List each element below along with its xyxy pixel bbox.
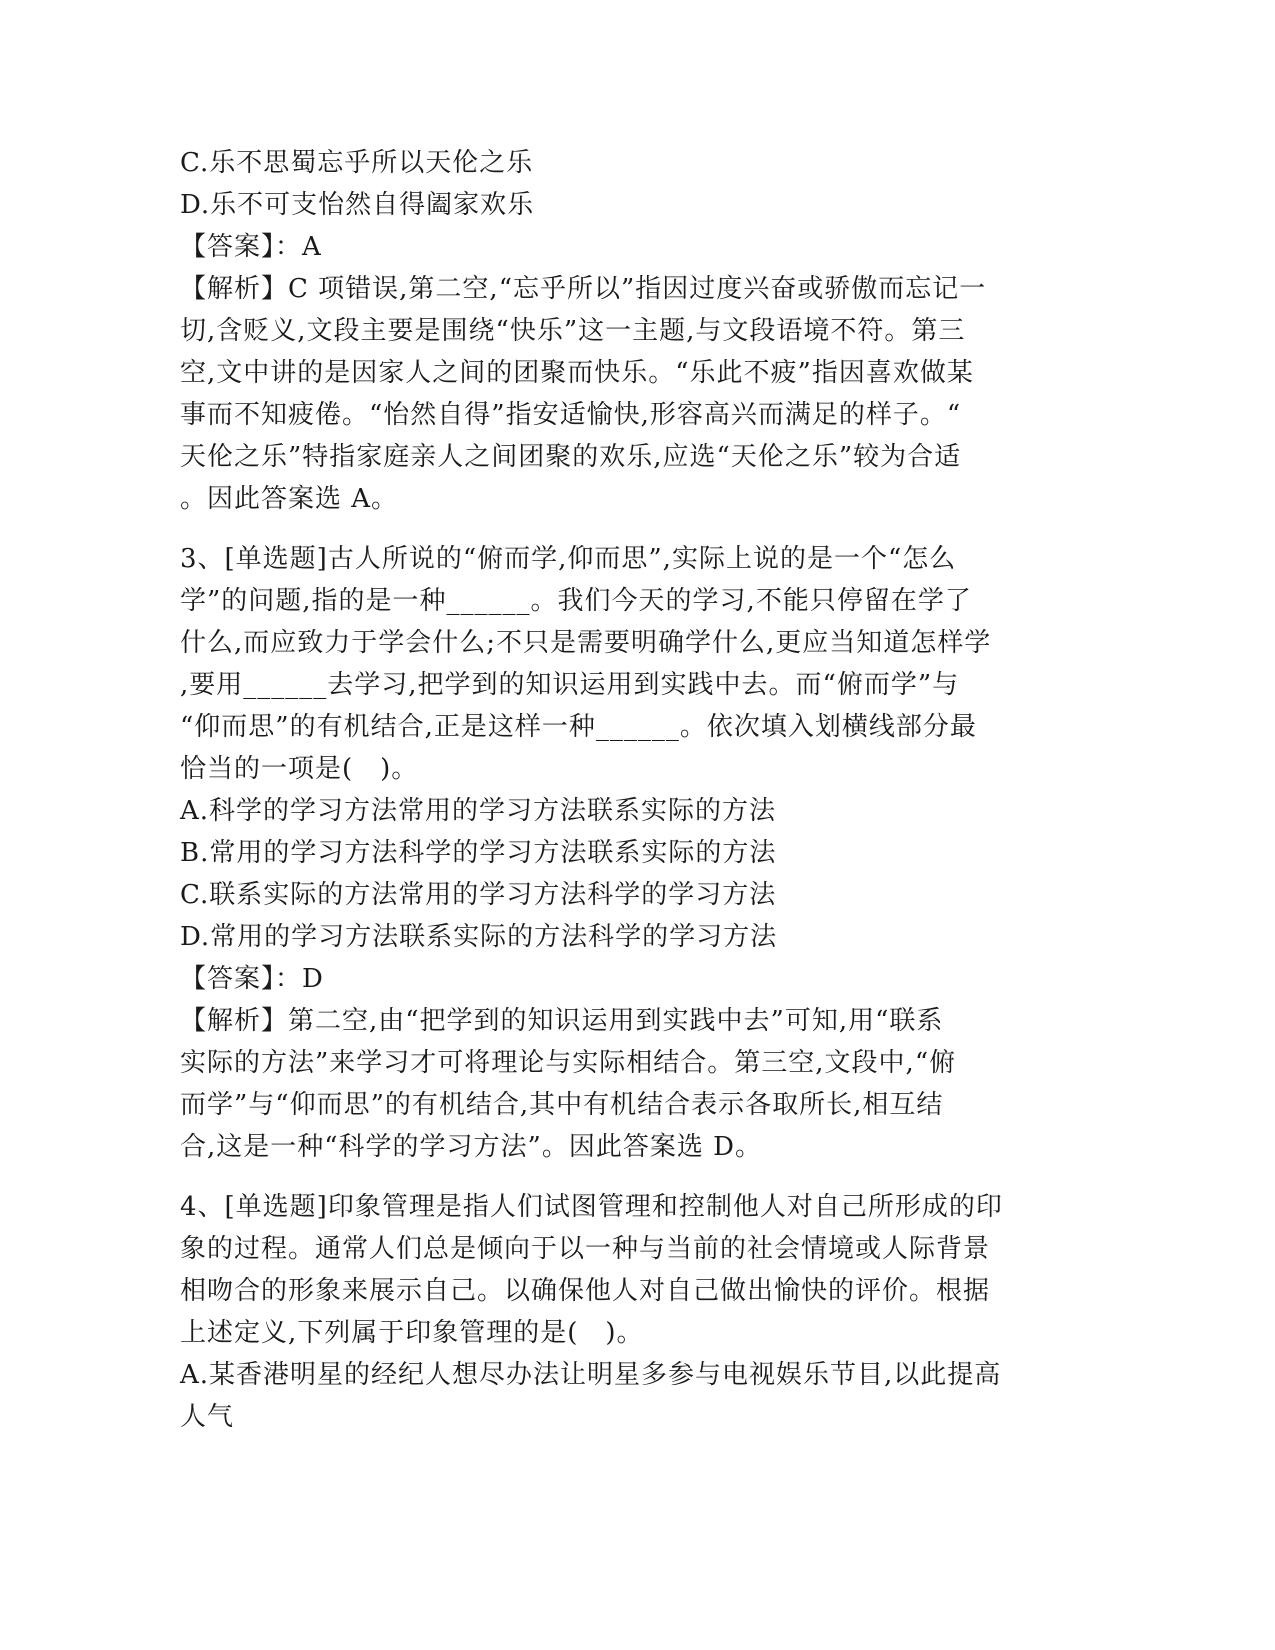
- q2-answer: 【答案】：A: [180, 232, 322, 262]
- q2-analysis: [180, 268, 1080, 520]
- q2-analysis-line: 切,含贬义,文段主要是围绕“快乐”这一主题,与文段语境不符。第三: [180, 316, 966, 346]
- q4-option-a-continued: 人气: [180, 1402, 235, 1432]
- q3-answer: 【答案】：D: [180, 964, 324, 994]
- q3-analysis-line: 合,这是一种“科学的学习方法”。因此答案选 D。: [180, 1132, 762, 1162]
- q4-stem-line: 上述定义,下列属于印象管理的是( )。: [180, 1318, 644, 1348]
- q3-stem-line: ,要用______去学习,把学到的知识运用到实践中去。而“俯而学”与: [180, 670, 960, 700]
- q3-analysis-line: 【解析】第二空,由“把学到的知识运用到实践中去”可知,用“联系: [180, 1006, 944, 1036]
- q3-stem-line: 3、[单选题]古人所说的“俯而学,仰而思”,实际上说的是一个“怎么: [180, 544, 957, 574]
- q4-stem: [180, 1186, 1080, 1354]
- q3-analysis: [180, 1000, 1080, 1168]
- q3-stem: [180, 538, 1080, 790]
- q2-analysis-line: 。因此答案选 A。: [180, 484, 399, 514]
- document-page: [180, 142, 1080, 1438]
- q3-stem-line: 学”的问题,指的是一种______。我们今天的学习,不能只停留在学了: [180, 586, 972, 616]
- q2-analysis-line: 事而不知疲倦。“怡然自得”指安适愉快,形容高兴而满足的样子。“: [180, 400, 962, 430]
- q3-analysis-line: 实际的方法”来学习才可将理论与实际相结合。第三空,文段中,“俯: [180, 1048, 957, 1078]
- q4-option-a: A.某香港明星的经纪人想尽办法让明星多参与电视娱乐节目,以此提高: [180, 1360, 1002, 1390]
- q4-stem-line: 4、[单选题]印象管理是指人们试图管理和控制他人对自己所形成的印: [180, 1192, 1003, 1222]
- q4-stem-line: 相吻合的形象来展示自己。以确保他人对自己做出愉快的评价。根据: [180, 1276, 991, 1306]
- q2-option-d: D.乐不可支怡然自得阖家欢乐: [180, 190, 535, 220]
- q2-analysis-line: 【解析】C 项错误,第二空,“忘乎所以”指因过度兴奋或骄傲而忘记一: [180, 274, 987, 304]
- q3-options: [180, 790, 1080, 958]
- q3-stem-line: 恰当的一项是( )。: [180, 754, 419, 784]
- q3-stem-line: 什么,而应致力于学会什么;不只是需要明确学什么,更应当知道怎样学: [180, 628, 992, 658]
- q2-analysis-line: 天伦之乐”特指家庭亲人之间团聚的欢乐,应选“天伦之乐”较为合适: [180, 442, 962, 472]
- q4-stem-line: 象的过程。通常人们总是倾向于以一种与当前的社会情境或人际背景: [180, 1234, 991, 1264]
- q4-options: [180, 1354, 1080, 1438]
- q3-option-c: C.联系实际的方法常用的学习方法科学的学习方法: [180, 880, 777, 910]
- paragraph-gap: [180, 1168, 1080, 1186]
- q3-option-d: D.常用的学习方法联系实际的方法科学的学习方法: [180, 922, 778, 952]
- q3-stem-line: “仰而思”的有机结合,正是这样一种______。依次填入划横线部分最: [180, 712, 977, 742]
- q2-analysis-line: 空,文中讲的是因家人之间的团聚而快乐。“乐此不疲”指因喜欢做某: [180, 358, 974, 388]
- paragraph-gap: [180, 520, 1080, 538]
- q3-analysis-line: 而学”与“仰而思”的有机结合,其中有机结合表示各取所长,相互结: [180, 1090, 944, 1120]
- q3-option-a: A.科学的学习方法常用的学习方法联系实际的方法: [180, 796, 777, 826]
- q2-option-c: C.乐不思蜀忘乎所以天伦之乐: [180, 148, 534, 178]
- q3-option-b: B.常用的学习方法科学的学习方法联系实际的方法: [180, 838, 777, 868]
